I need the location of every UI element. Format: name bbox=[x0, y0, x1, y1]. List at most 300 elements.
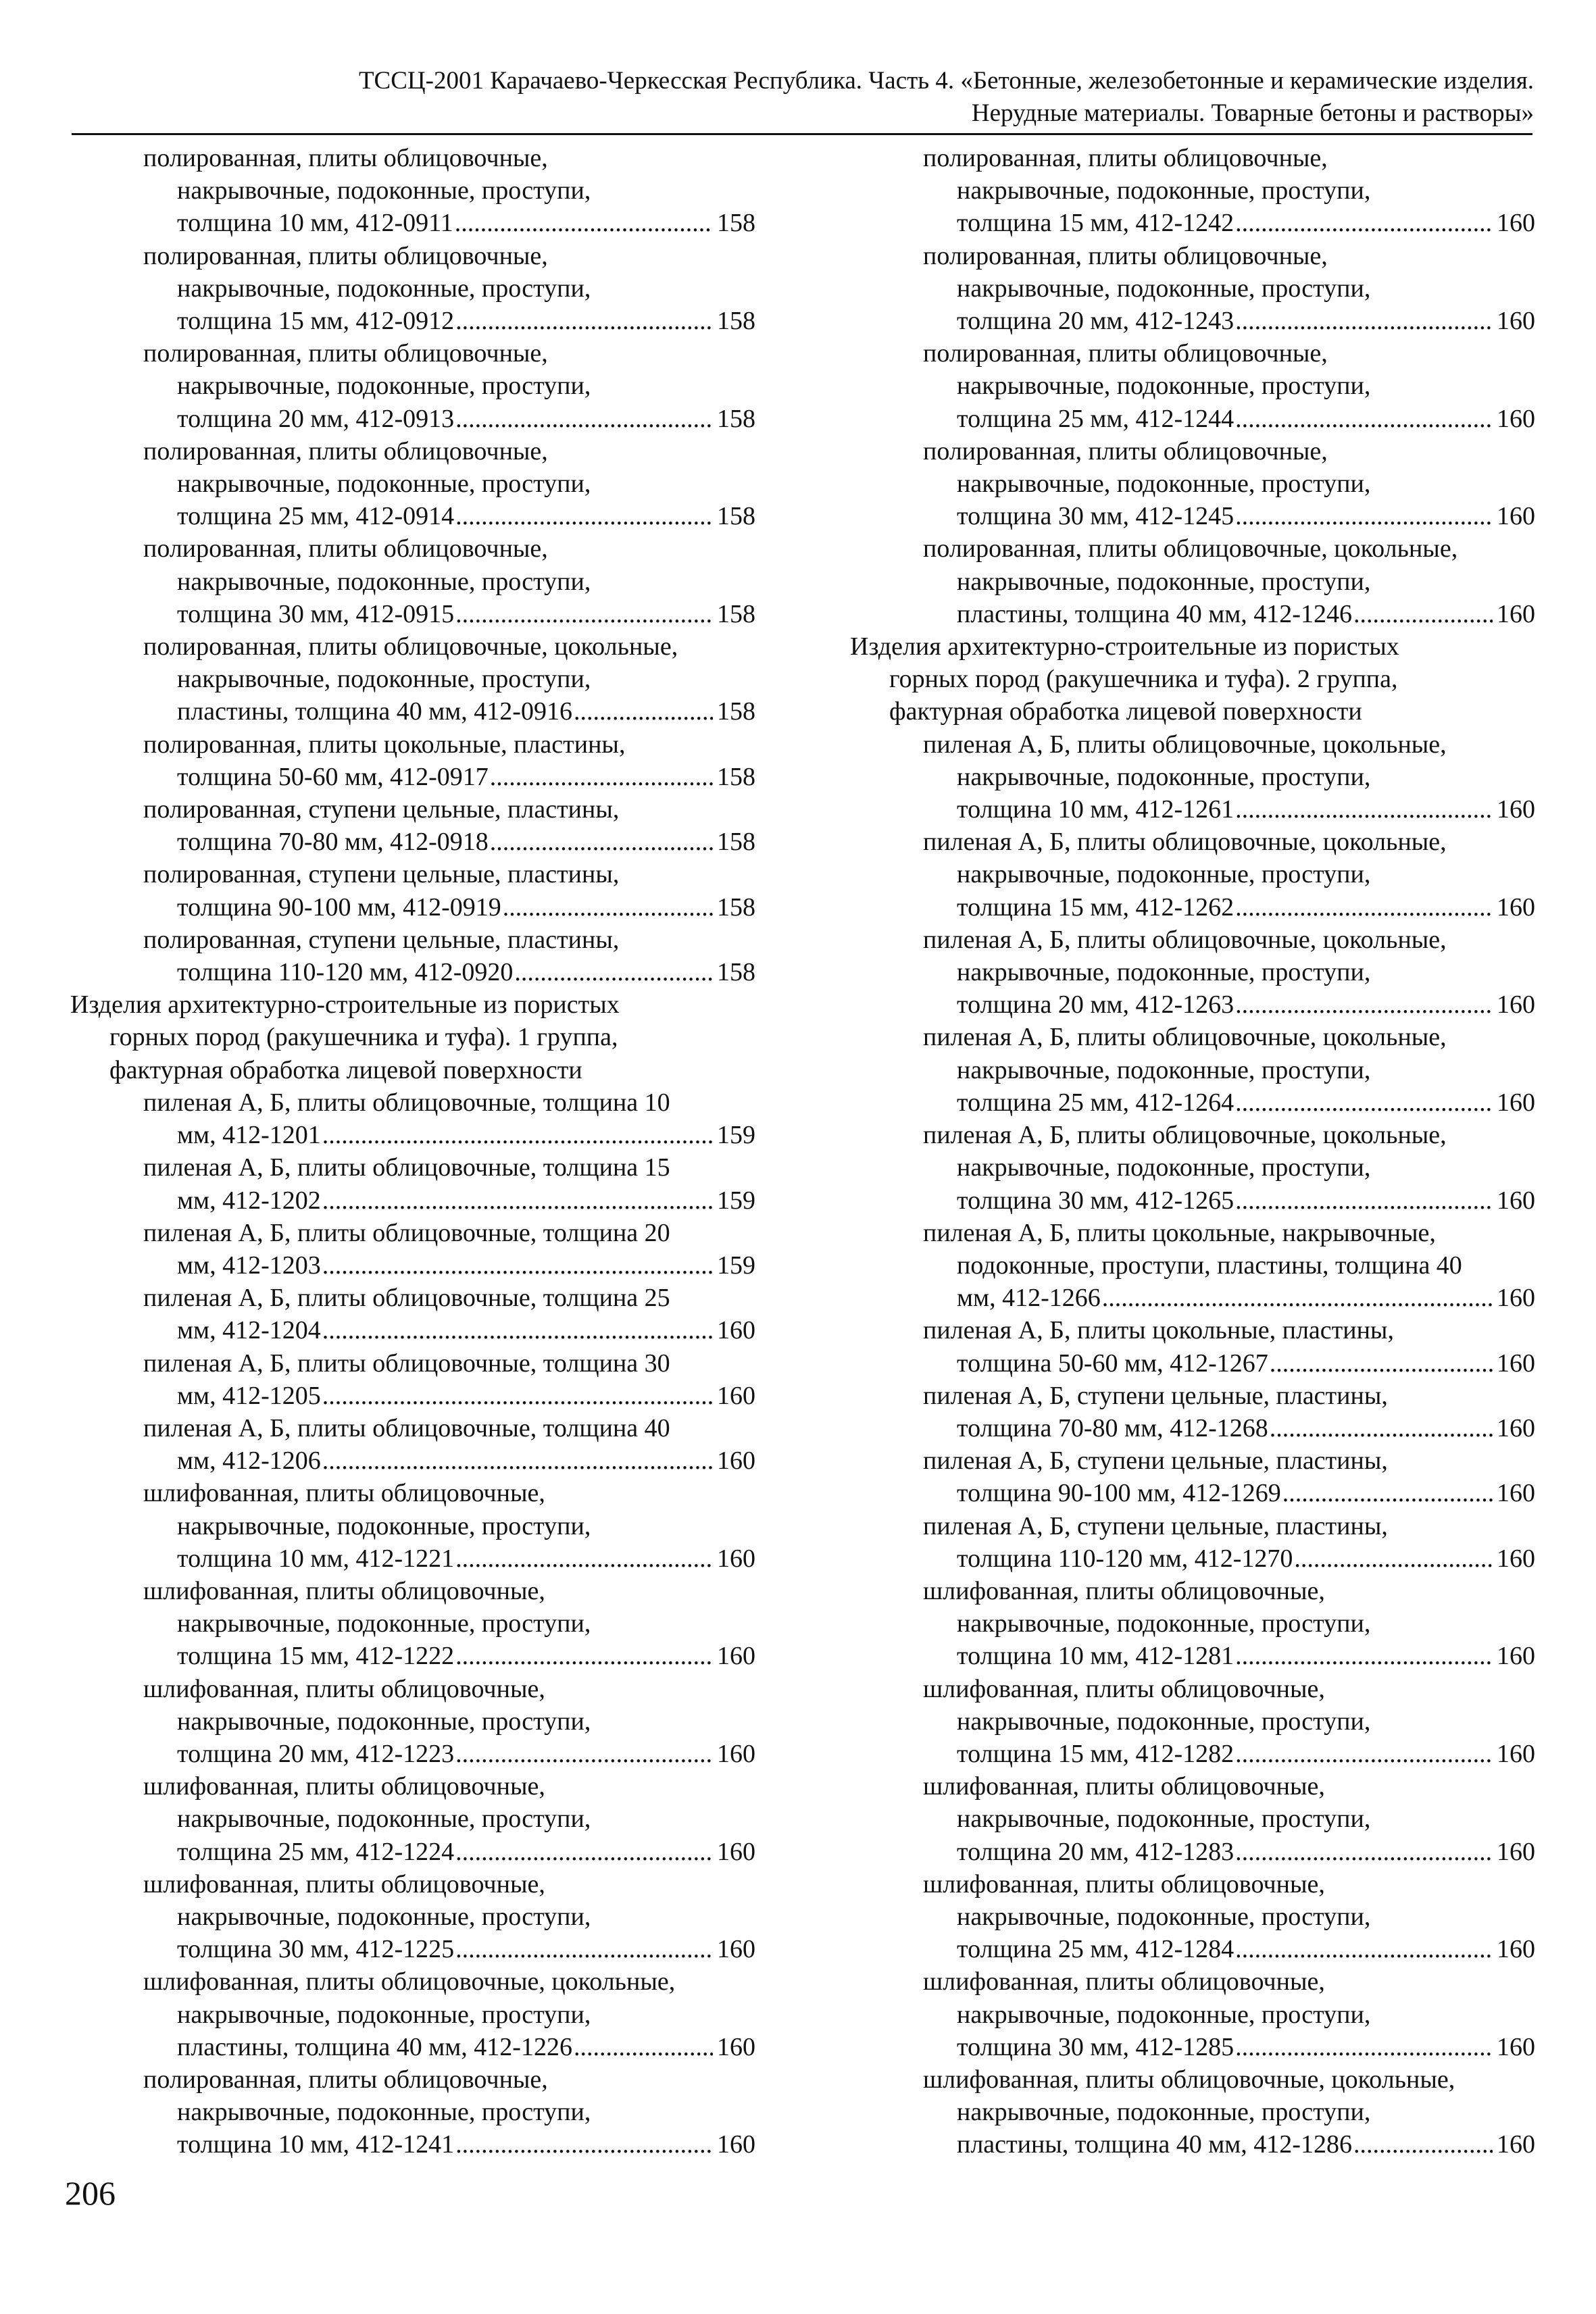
entry-text-line: полированная, плиты цокольные, пластины, bbox=[143, 730, 626, 759]
index-entry bbox=[850, 1770, 1535, 1868]
entry-page-ref: 160 bbox=[1497, 1413, 1535, 1442]
entry-text-line: полированная, плиты облицовочные, bbox=[143, 144, 548, 172]
dot-leader bbox=[1235, 988, 1493, 1021]
entry-text-line: полированная, плиты облицовочные, bbox=[923, 339, 1328, 368]
entry-page-ref: 160 bbox=[1497, 1935, 1535, 1964]
index-entry bbox=[850, 728, 1535, 826]
entry-page-ref: 158 bbox=[717, 307, 755, 336]
dot-leader bbox=[322, 1184, 713, 1217]
section-heading-line: горных пород (ракушечника и туфа). 2 группа, bbox=[889, 665, 1398, 694]
entry-text-line: накрывочные, подоконные, проступи, bbox=[957, 470, 1371, 499]
dot-leader bbox=[1235, 1836, 1493, 1868]
entry-text-line: накрывочные, подоконные, проступи, bbox=[957, 274, 1371, 303]
entry-text-line: накрывочные, подоконные, проступи, bbox=[177, 1511, 591, 1540]
entry-code-text: толщина 20 мм, 412-1283 bbox=[957, 1837, 1235, 1866]
entry-code-text: пластины, толщина 40 мм, 412-1226 bbox=[177, 2032, 572, 2061]
entry-text-line: шлифованная, плиты облицовочные, bbox=[923, 1967, 1325, 1996]
dot-leader bbox=[514, 956, 713, 988]
header-line-1: ТССЦ-2001 Карачаево-Черкесская Республика. Часть 4. «Бетонные, железобетонные и керамические изделия. bbox=[358, 67, 1534, 95]
dot-leader bbox=[455, 1933, 713, 1965]
page-number: 206 bbox=[65, 2174, 116, 2212]
entry-last-line bbox=[850, 2128, 1535, 2161]
entry-last-line bbox=[850, 1640, 1535, 1672]
index-entry bbox=[70, 1347, 755, 1412]
entry-page-ref: 160 bbox=[717, 1447, 755, 1476]
entry-page-ref: 158 bbox=[717, 502, 755, 531]
dot-leader bbox=[322, 1444, 713, 1477]
entry-text-line: полированная, плиты облицовочные, bbox=[143, 436, 548, 466]
entry-page-ref: 160 bbox=[1497, 2130, 1535, 2159]
entry-text-line: накрывочные, подоконные, проступи, bbox=[177, 2098, 591, 2127]
index-entry bbox=[850, 1868, 1535, 1966]
entry-code-text: толщина 30 мм, 412-1265 bbox=[957, 1186, 1235, 1215]
entry-code-text: толщина 110-120 мм, 412-0920 bbox=[177, 958, 514, 987]
entry-text-line: полированная, ступени цельные, пластины, bbox=[143, 795, 620, 824]
index-entry bbox=[70, 1868, 755, 1966]
entry-last-line bbox=[850, 1738, 1535, 1770]
index-entry bbox=[850, 1444, 1535, 1509]
entry-last-line bbox=[850, 1282, 1535, 1314]
dot-leader bbox=[1235, 403, 1493, 435]
entry-last-line bbox=[850, 891, 1535, 924]
dot-leader bbox=[322, 1119, 713, 1151]
entry-text-line: шлифованная, плиты облицовочные, bbox=[923, 1772, 1325, 1801]
entry-code-text: пластины, толщина 40 мм, 412-1286 bbox=[957, 2130, 1352, 2159]
entry-last-line bbox=[70, 761, 755, 793]
entry-last-line bbox=[70, 2128, 755, 2161]
index-entry bbox=[850, 1965, 1535, 2063]
dot-leader bbox=[1235, 1933, 1493, 1965]
entry-code-text: толщина 10 мм, 412-1281 bbox=[957, 1642, 1235, 1671]
entry-last-line bbox=[70, 207, 755, 239]
dot-leader bbox=[1270, 1412, 1493, 1444]
entry-text-line: пиленая А, Б, плиты облицовочные, толщина 40 bbox=[143, 1413, 670, 1442]
entry-page-ref: 160 bbox=[1497, 209, 1535, 238]
entry-text-line: полированная, плиты облицовочные, bbox=[143, 339, 548, 368]
dot-leader bbox=[455, 403, 713, 435]
entry-text-line: накрывочные, подоконные, проступи, bbox=[957, 2098, 1371, 2127]
dot-leader bbox=[455, 598, 713, 630]
entry-last-line bbox=[850, 1347, 1535, 1380]
entry-text-line: пиленая А, Б, плиты облицовочные, цокольные, bbox=[923, 1023, 1447, 1052]
section-heading-line: фактурная обработка лицевой поверхности bbox=[889, 697, 1362, 726]
index-entry bbox=[70, 1217, 755, 1282]
index-entry bbox=[850, 1217, 1535, 1315]
running-header bbox=[61, 65, 1534, 130]
entry-code-text: толщина 30 мм, 412-1225 bbox=[177, 1935, 455, 1964]
entry-code-text: мм, 412-1206 bbox=[177, 1447, 321, 1476]
entry-page-ref: 158 bbox=[717, 892, 755, 922]
entry-text-line: полированная, ступени цельные, пластины, bbox=[143, 860, 620, 889]
entry-page-ref: 160 bbox=[1497, 1837, 1535, 1866]
entry-text-line: накрывочные, подоконные, проступи, bbox=[177, 2000, 591, 2029]
entry-last-line bbox=[70, 598, 755, 630]
entry-text-line: накрывочные, подоконные, проступи, bbox=[957, 1805, 1371, 1834]
entry-last-line bbox=[70, 1184, 755, 1217]
entry-last-line bbox=[70, 2031, 755, 2063]
entry-page-ref: 160 bbox=[1497, 1739, 1535, 1768]
entry-text-line: пиленая А, Б, плиты цокольные, накрывочные, bbox=[923, 1218, 1436, 1247]
index-entry bbox=[70, 240, 755, 338]
entry-last-line bbox=[70, 956, 755, 988]
index-entry bbox=[70, 924, 755, 988]
entry-text-line: шлифованная, плиты облицовочные, bbox=[923, 1576, 1325, 1605]
entry-last-line bbox=[70, 1119, 755, 1151]
index-entry bbox=[850, 1673, 1535, 1771]
entry-text-line: шлифованная, плиты облицовочные, bbox=[143, 1772, 545, 1801]
section-heading-line: фактурная обработка лицевой поверхности bbox=[109, 1055, 582, 1084]
entry-text-line: пиленая А, Б, плиты облицовочные, цокольные, bbox=[923, 925, 1447, 954]
entry-text-line: накрывочные, подоконные, проступи, bbox=[957, 762, 1371, 791]
entry-page-ref: 160 bbox=[1497, 1544, 1535, 1573]
entry-text-line: накрывочные, подоконные, проступи, bbox=[177, 176, 591, 205]
entry-code-text: толщина 15 мм, 412-1262 bbox=[957, 892, 1235, 922]
entry-last-line bbox=[70, 1444, 755, 1477]
entry-text-line: пиленая А, Б, плиты облицовочные, толщина 30 bbox=[143, 1349, 670, 1378]
entry-text-line: шлифованная, плиты облицовочные, bbox=[143, 1576, 545, 1605]
index-entry bbox=[850, 1510, 1535, 1575]
entry-text-line: пиленая А, Б, плиты облицовочные, толщина 20 bbox=[143, 1218, 670, 1247]
entry-page-ref: 158 bbox=[717, 762, 755, 791]
entry-text-line: шлифованная, плиты облицовочные, bbox=[923, 1674, 1325, 1703]
index-entry bbox=[70, 1965, 755, 2063]
entry-code-text: толщина 15 мм, 412-1222 bbox=[177, 1642, 455, 1671]
index-entry bbox=[70, 858, 755, 923]
dot-leader bbox=[455, 2128, 713, 2161]
entry-last-line bbox=[850, 1542, 1535, 1575]
entry-text-line: шлифованная, плиты облицовочные, bbox=[923, 1869, 1325, 1898]
index-entry bbox=[70, 2063, 755, 2161]
entry-code-text: мм, 412-1202 bbox=[177, 1186, 321, 1215]
index-entry bbox=[70, 1412, 755, 1477]
entry-page-ref: 159 bbox=[717, 1251, 755, 1280]
index-entry bbox=[850, 826, 1535, 924]
entry-text-line: полированная, плиты облицовочные, bbox=[923, 144, 1328, 172]
entry-code-text: толщина 50-60 мм, 412-0917 bbox=[177, 762, 489, 791]
entry-page-ref: 159 bbox=[717, 1121, 755, 1150]
entry-code-text: толщина 30 мм, 412-0915 bbox=[177, 599, 455, 628]
entry-last-line bbox=[850, 2031, 1535, 2063]
entry-code-text: толщина 25 мм, 412-0914 bbox=[177, 502, 455, 531]
entry-page-ref: 160 bbox=[1497, 1642, 1535, 1671]
dot-leader bbox=[1235, 305, 1493, 337]
entry-page-ref: 160 bbox=[717, 1935, 755, 1964]
entry-page-ref: 158 bbox=[717, 697, 755, 726]
entry-text-line: накрывочные, подоконные, проступи, bbox=[957, 2000, 1371, 2029]
dot-leader bbox=[322, 1314, 713, 1347]
entry-text-line: накрывочные, подоконные, проступи, bbox=[177, 1805, 591, 1834]
entry-text-line: пиленая А, Б, плиты облицовочные, цокольные, bbox=[923, 730, 1447, 759]
entry-code-text: толщина 70-80 мм, 412-1268 bbox=[957, 1413, 1268, 1442]
entry-text-line: пиленая А, Б, плиты облицовочные, толщина 10 bbox=[143, 1088, 670, 1117]
entry-text-line: шлифованная, плиты облицовочные, bbox=[143, 1674, 545, 1703]
index-entry bbox=[850, 924, 1535, 1022]
dot-leader bbox=[1235, 1184, 1493, 1217]
entry-page-ref: 160 bbox=[717, 2130, 755, 2159]
index-entry bbox=[70, 337, 755, 435]
dot-leader bbox=[1235, 207, 1493, 239]
entry-text-line: полированная, плиты облицовочные, bbox=[923, 436, 1328, 466]
entry-page-ref: 160 bbox=[717, 1544, 755, 1573]
section-heading bbox=[70, 988, 755, 1086]
entry-last-line bbox=[850, 988, 1535, 1021]
entry-text-line: полированная, плиты облицовочные, bbox=[923, 241, 1328, 270]
entry-last-line bbox=[70, 1380, 755, 1412]
entry-last-line bbox=[850, 1477, 1535, 1509]
entry-text-line: накрывочные, подоконные, проступи, bbox=[957, 1609, 1371, 1638]
index-entry bbox=[850, 1119, 1535, 1217]
entry-text-line: накрывочные, подоконные, проступи, bbox=[957, 958, 1371, 987]
entry-page-ref: 160 bbox=[1497, 795, 1535, 824]
entry-last-line bbox=[70, 1738, 755, 1770]
entry-text-line: накрывочные, подоконные, проступи, bbox=[177, 665, 591, 694]
entry-code-text: толщина 10 мм, 412-1241 bbox=[177, 2130, 455, 2159]
entry-text-line: полированная, плиты облицовочные, bbox=[143, 241, 548, 270]
entry-text-line: пиленая А, Б, плиты облицовочные, цокольные, bbox=[923, 1121, 1447, 1150]
entry-text-line: пиленая А, Б, плиты облицовочные, цокольные, bbox=[923, 828, 1447, 857]
entry-code-text: толщина 110-120 мм, 412-1270 bbox=[957, 1544, 1293, 1573]
entry-text-line: пиленая А, Б, плиты облицовочные, толщина 15 bbox=[143, 1153, 670, 1182]
entry-text-line: накрывочные, подоконные, проступи, bbox=[957, 1153, 1371, 1182]
entry-code-text: пластины, толщина 40 мм, 412-1246 bbox=[957, 599, 1352, 628]
entry-text-line: полированная, плиты облицовочные, bbox=[143, 534, 548, 563]
dot-leader bbox=[1235, 793, 1493, 826]
entry-page-ref: 160 bbox=[1497, 404, 1535, 433]
entry-text-line: пиленая А, Б, ступени цельные, пластины, bbox=[923, 1447, 1388, 1476]
entry-text-line: накрывочные, подоконные, проступи, bbox=[177, 274, 591, 303]
entry-last-line bbox=[70, 695, 755, 728]
entry-last-line bbox=[850, 305, 1535, 337]
entry-page-ref: 160 bbox=[717, 2032, 755, 2061]
entry-last-line bbox=[850, 1086, 1535, 1119]
dot-leader bbox=[1235, 1738, 1493, 1770]
entry-last-line bbox=[70, 305, 755, 337]
index-entry bbox=[850, 435, 1535, 533]
dot-leader bbox=[1353, 598, 1493, 630]
entry-page-ref: 160 bbox=[717, 1642, 755, 1671]
entry-last-line bbox=[850, 793, 1535, 826]
entry-text-line: пиленая А, Б, плиты облицовочные, толщина 25 bbox=[143, 1284, 670, 1313]
index-entry bbox=[70, 1086, 755, 1151]
entry-text-line: полированная, ступени цельные, пластины, bbox=[143, 925, 620, 954]
entry-last-line bbox=[70, 1640, 755, 1672]
index-entry bbox=[850, 1575, 1535, 1673]
entry-code-text: толщина 50-60 мм, 412-1267 bbox=[957, 1349, 1268, 1378]
entry-text-line: накрывочные, подоконные, проступи, bbox=[957, 860, 1371, 889]
index-entry bbox=[70, 142, 755, 240]
index-entry bbox=[70, 1575, 755, 1673]
entry-last-line bbox=[850, 500, 1535, 532]
entry-text-line: накрывочные, подоконные, проступи, bbox=[177, 567, 591, 596]
entry-last-line bbox=[70, 1249, 755, 1282]
entry-page-ref: 159 bbox=[717, 1186, 755, 1215]
section-heading bbox=[850, 630, 1535, 728]
entry-code-text: толщина 20 мм, 412-0913 bbox=[177, 404, 455, 433]
entry-text-line: накрывочные, подоконные, проступи, bbox=[177, 372, 591, 401]
entry-code-text: мм, 412-1203 bbox=[177, 1251, 321, 1280]
dot-leader bbox=[490, 826, 713, 858]
dot-leader bbox=[1353, 2128, 1493, 2161]
header-line-2: Нерудные материалы. Товарные бетоны и растворы» bbox=[971, 99, 1534, 127]
entry-code-text: толщина 10 мм, 412-1221 bbox=[177, 1544, 455, 1573]
entry-text-line: пиленая А, Б, плиты цокольные, пластины, bbox=[923, 1316, 1394, 1345]
entry-code-text: толщина 30 мм, 412-1245 bbox=[957, 502, 1235, 531]
entry-text-line: подоконные, проступи, пластины, толщина 40 bbox=[957, 1251, 1462, 1280]
entry-text-line: накрывочные, подоконные, проступи, bbox=[957, 1707, 1371, 1736]
entry-last-line bbox=[850, 598, 1535, 630]
entry-page-ref: 160 bbox=[1497, 502, 1535, 531]
dot-leader bbox=[455, 207, 713, 239]
dot-leader bbox=[1270, 1347, 1493, 1380]
entry-page-ref: 160 bbox=[1497, 892, 1535, 922]
dot-leader bbox=[1235, 2031, 1493, 2063]
entry-text-line: шлифованная, плиты облицовочные, цокольные, bbox=[923, 2065, 1455, 2094]
entry-page-ref: 160 bbox=[1497, 990, 1535, 1020]
index-entry bbox=[850, 532, 1535, 630]
index-column-right bbox=[850, 142, 1535, 2161]
entry-page-ref: 160 bbox=[1497, 2032, 1535, 2061]
dot-leader bbox=[490, 761, 713, 793]
entry-code-text: мм, 412-1205 bbox=[177, 1381, 321, 1410]
entry-code-text: пластины, толщина 40 мм, 412-0916 bbox=[177, 697, 572, 726]
entry-text-line: шлифованная, плиты облицовочные, bbox=[143, 1869, 545, 1898]
dot-leader bbox=[455, 1738, 713, 1770]
entry-page-ref: 160 bbox=[717, 1837, 755, 1866]
entry-text-line: накрывочные, подоконные, проступи, bbox=[957, 372, 1371, 401]
entry-last-line bbox=[70, 826, 755, 858]
entry-page-ref: 160 bbox=[1497, 1479, 1535, 1508]
index-entry bbox=[70, 1770, 755, 1868]
index-entry bbox=[70, 1673, 755, 1771]
entry-code-text: толщина 25 мм, 412-1244 bbox=[957, 404, 1235, 433]
index-entry bbox=[70, 1151, 755, 1216]
entry-text-line: полированная, плиты облицовочные, цокольные, bbox=[923, 534, 1458, 563]
entry-last-line bbox=[850, 1933, 1535, 1965]
entry-code-text: толщина 15 мм, 412-1282 bbox=[957, 1739, 1235, 1768]
dot-leader bbox=[455, 305, 713, 337]
entry-last-line bbox=[70, 1836, 755, 1868]
entry-last-line bbox=[70, 1314, 755, 1347]
entry-code-text: толщина 90-100 мм, 412-0919 bbox=[177, 892, 501, 922]
entry-last-line bbox=[70, 1542, 755, 1575]
dot-leader bbox=[455, 1542, 713, 1575]
entry-last-line bbox=[850, 1412, 1535, 1444]
entry-text-line: пиленая А, Б, ступени цельные, пластины, bbox=[923, 1511, 1388, 1540]
entry-code-text: толщина 10 мм, 412-1261 bbox=[957, 795, 1235, 824]
index-entry bbox=[850, 337, 1535, 435]
entry-code-text: толщина 10 мм, 412-0911 bbox=[177, 209, 453, 238]
dot-leader bbox=[455, 1640, 713, 1672]
entry-text-line: накрывочные, подоконные, проступи, bbox=[957, 567, 1371, 596]
dot-leader bbox=[322, 1249, 713, 1282]
entry-text-line: шлифованная, плиты облицовочные, цокольные, bbox=[143, 1967, 676, 1996]
index-entry bbox=[850, 240, 1535, 338]
entry-text-line: полированная, плиты облицовочные, цокольные, bbox=[143, 632, 678, 661]
entry-page-ref: 160 bbox=[1497, 1349, 1535, 1378]
entry-code-text: толщина 25 мм, 412-1224 bbox=[177, 1837, 455, 1866]
index-entry bbox=[70, 793, 755, 858]
dot-leader bbox=[1282, 1477, 1493, 1509]
entry-code-text: мм, 412-1266 bbox=[957, 1284, 1101, 1313]
entry-code-text: толщина 15 мм, 412-0912 bbox=[177, 307, 455, 336]
entry-code-text: толщина 30 мм, 412-1285 bbox=[957, 2032, 1235, 2061]
index-entry bbox=[850, 1314, 1535, 1379]
entry-text-line: накрывочные, подоконные, проступи, bbox=[177, 1707, 591, 1736]
entry-last-line bbox=[70, 1933, 755, 1965]
entry-text-line: накрывочные, подоконные, проступи, bbox=[957, 176, 1371, 205]
index-entry bbox=[70, 728, 755, 793]
entry-last-line bbox=[850, 1184, 1535, 1217]
entry-page-ref: 160 bbox=[1497, 1088, 1535, 1117]
entry-text-line: полированная, плиты облицовочные, bbox=[143, 2065, 548, 2094]
index-entry bbox=[850, 1380, 1535, 1444]
dot-leader bbox=[1294, 1542, 1493, 1575]
entry-code-text: толщина 20 мм, 412-1263 bbox=[957, 990, 1235, 1020]
entry-text-line: пиленая А, Б, ступени цельные, пластины, bbox=[923, 1381, 1388, 1410]
index-entry bbox=[70, 1477, 755, 1575]
entry-code-text: мм, 412-1201 bbox=[177, 1121, 321, 1150]
entry-last-line bbox=[70, 403, 755, 435]
header-rule bbox=[72, 133, 1532, 135]
entry-code-text: толщина 90-100 мм, 412-1269 bbox=[957, 1479, 1281, 1508]
dot-leader bbox=[503, 891, 713, 924]
entry-last-line bbox=[850, 207, 1535, 239]
dot-leader bbox=[1235, 891, 1493, 924]
dot-leader bbox=[455, 500, 713, 532]
entry-page-ref: 160 bbox=[1497, 599, 1535, 628]
entry-page-ref: 160 bbox=[1497, 307, 1535, 336]
index-entry bbox=[850, 2063, 1535, 2161]
entry-page-ref: 160 bbox=[717, 1739, 755, 1768]
entry-page-ref: 158 bbox=[717, 958, 755, 987]
entry-page-ref: 158 bbox=[717, 828, 755, 857]
entry-code-text: толщина 15 мм, 412-1242 bbox=[957, 209, 1235, 238]
dot-leader bbox=[574, 695, 713, 728]
entry-code-text: толщина 20 мм, 412-1223 bbox=[177, 1739, 455, 1768]
entry-code-text: толщина 25 мм, 412-1264 bbox=[957, 1088, 1235, 1117]
entry-page-ref: 158 bbox=[717, 599, 755, 628]
entry-text-line: накрывочные, подоконные, проступи, bbox=[177, 470, 591, 499]
entry-text-line: накрывочные, подоконные, проступи, bbox=[177, 1609, 591, 1638]
entry-last-line bbox=[70, 891, 755, 924]
entry-last-line bbox=[70, 500, 755, 532]
section-heading-line: горных пород (ракушечника и туфа). 1 группа, bbox=[109, 1023, 618, 1052]
entry-code-text: толщина 20 мм, 412-1243 bbox=[957, 307, 1235, 336]
entry-page-ref: 158 bbox=[717, 404, 755, 433]
section-heading-line: Изделия архитектурно-строительные из пористых bbox=[70, 990, 620, 1020]
entry-page-ref: 160 bbox=[717, 1381, 755, 1410]
dot-leader bbox=[1235, 1640, 1493, 1672]
index-entry bbox=[850, 142, 1535, 240]
entry-page-ref: 158 bbox=[717, 209, 755, 238]
entry-last-line bbox=[850, 403, 1535, 435]
entry-text-line: накрывочные, подоконные, проступи, bbox=[957, 1902, 1371, 1931]
entry-page-ref: 160 bbox=[1497, 1284, 1535, 1313]
dot-leader bbox=[1235, 1086, 1493, 1119]
index-entry bbox=[850, 1021, 1535, 1119]
dot-leader bbox=[574, 2031, 713, 2063]
entry-text-line: накрывочные, подоконные, проступи, bbox=[957, 1055, 1371, 1084]
entry-text-line: шлифованная, плиты облицовочные, bbox=[143, 1479, 545, 1508]
entry-code-text: толщина 25 мм, 412-1284 bbox=[957, 1935, 1235, 1964]
dot-leader bbox=[455, 1836, 713, 1868]
dot-leader bbox=[1102, 1282, 1493, 1314]
entry-text-line: накрывочные, подоконные, проступи, bbox=[177, 1902, 591, 1931]
section-heading-line: Изделия архитектурно-строительные из пористых bbox=[850, 632, 1399, 661]
entry-code-text: толщина 70-80 мм, 412-0918 bbox=[177, 828, 489, 857]
entry-code-text: мм, 412-1204 bbox=[177, 1316, 321, 1345]
index-column-left bbox=[70, 142, 755, 2161]
